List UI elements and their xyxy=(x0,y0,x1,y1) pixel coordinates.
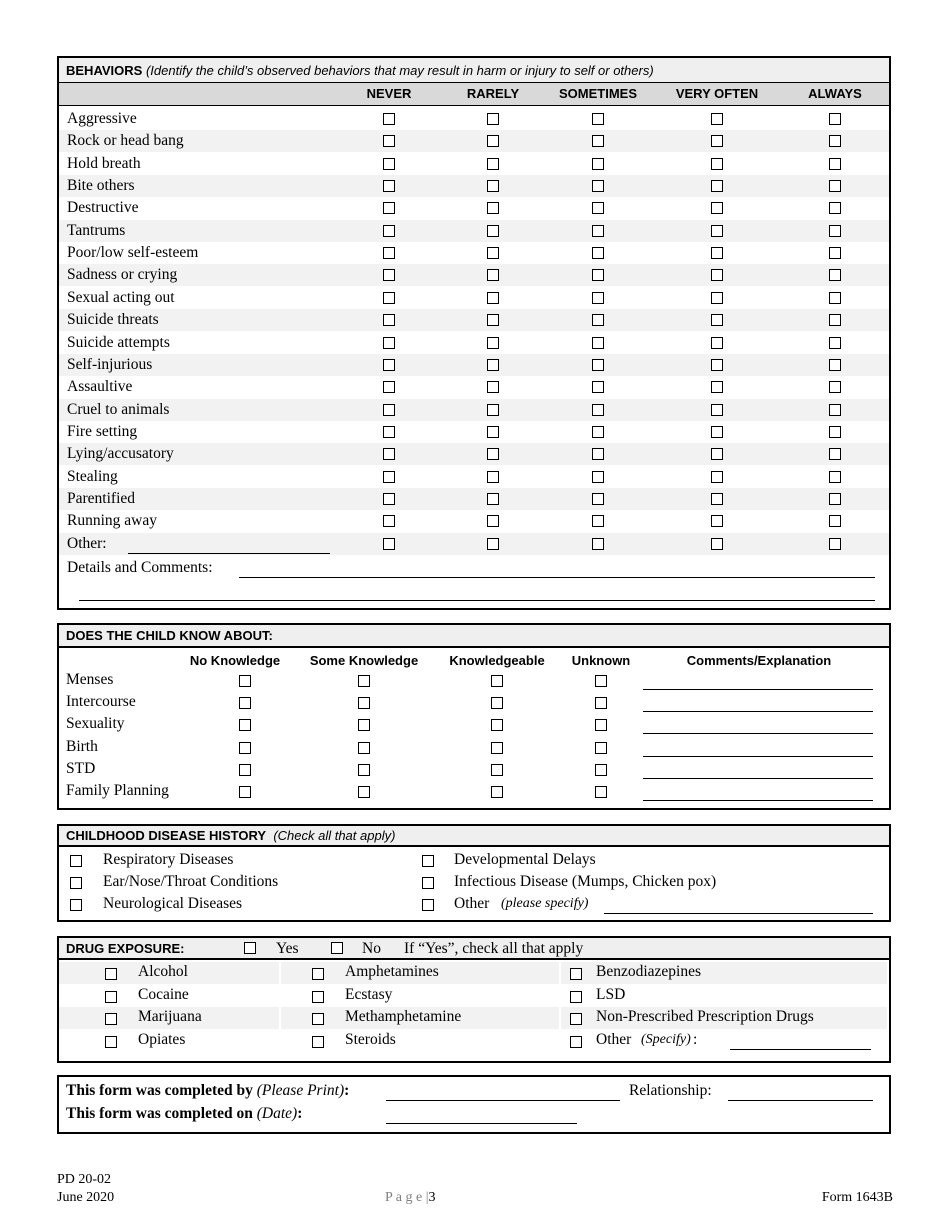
behavior-row xyxy=(59,488,889,510)
disease-header xyxy=(59,826,889,847)
knowledge-comment-line[interactable] xyxy=(643,711,873,712)
behavior-checkbox-rarely[interactable] xyxy=(487,471,499,483)
disease-label: Infectious Disease (Mumps, Chicken pox) xyxy=(454,873,717,891)
knowledge-topic-label: Birth xyxy=(66,737,98,755)
behavior-checkbox-rarely[interactable] xyxy=(487,180,499,192)
behavior-checkbox-always[interactable] xyxy=(829,426,841,438)
behaviors-section xyxy=(57,56,891,610)
behavior-checkbox-always[interactable] xyxy=(829,538,841,550)
behavior-checkbox-very-often[interactable] xyxy=(711,515,723,527)
behavior-checkbox-rarely[interactable] xyxy=(487,269,499,281)
drug-label: Steroids xyxy=(345,1030,396,1048)
behavior-row xyxy=(59,197,889,219)
drug-checkbox[interactable] xyxy=(312,1036,324,1048)
knowledge-checkbox-unknown[interactable] xyxy=(595,675,607,687)
behavior-label: Bite others xyxy=(67,177,135,195)
behavior-checkbox-rarely[interactable] xyxy=(487,225,499,237)
disease-label: Other xyxy=(454,895,490,913)
page-num: 3 xyxy=(428,1190,436,1205)
knowledge-checkbox-knowledgeable[interactable] xyxy=(491,675,503,687)
knowledge-checkbox-knowledgeable[interactable] xyxy=(491,719,503,731)
drug-checkbox[interactable] xyxy=(570,1036,582,1048)
behavior-checkbox-sometimes[interactable] xyxy=(592,113,604,125)
behavior-checkbox-very-often[interactable] xyxy=(711,471,723,483)
behavior-checkbox-never[interactable] xyxy=(383,158,395,170)
behavior-checkbox-sometimes[interactable] xyxy=(592,269,604,281)
behavior-label: Suicide threats xyxy=(67,311,159,329)
behavior-checkbox-very-often[interactable] xyxy=(711,426,723,438)
disease-checkbox[interactable] xyxy=(70,877,82,889)
disease-checkbox[interactable] xyxy=(70,899,82,911)
behavior-checkbox-never[interactable] xyxy=(383,180,395,192)
behavior-checkbox-sometimes[interactable] xyxy=(592,292,604,304)
behavior-checkbox-very-often[interactable] xyxy=(711,493,723,505)
knowledge-checkbox-no-knowledge[interactable] xyxy=(239,764,251,776)
behavior-checkbox-rarely[interactable] xyxy=(487,314,499,326)
knowledge-checkbox-unknown[interactable] xyxy=(595,697,607,709)
drug-other-line[interactable] xyxy=(730,1049,871,1050)
behavior-checkbox-never[interactable] xyxy=(383,202,395,214)
behavior-label: Cruel to animals xyxy=(67,400,170,418)
behavior-checkbox-sometimes[interactable] xyxy=(592,404,604,416)
behavior-checkbox-sometimes[interactable] xyxy=(592,493,604,505)
knowledge-section xyxy=(57,623,891,810)
drug-label: Ecstasy xyxy=(345,985,393,1003)
behavior-checkbox-never[interactable] xyxy=(383,292,395,304)
drug-label: Other xyxy=(596,1030,632,1048)
disease-label: Developmental Delays xyxy=(454,851,596,868)
knowledge-checkbox-knowledgeable[interactable] xyxy=(491,786,503,798)
behavior-checkbox-sometimes[interactable] xyxy=(592,202,604,214)
behavior-row xyxy=(59,443,889,465)
disease-other-hint: (please specify) xyxy=(501,896,589,912)
behavior-checkbox-rarely[interactable] xyxy=(487,538,499,550)
knowledge-checkbox-no-knowledge[interactable] xyxy=(239,742,251,754)
knowledge-topic-label: Menses xyxy=(66,671,114,688)
page-word: P a g e xyxy=(385,1190,423,1205)
behavior-checkbox-never[interactable] xyxy=(383,113,395,125)
behavior-checkbox-always[interactable] xyxy=(829,225,841,237)
drug-label: LSD xyxy=(596,985,626,1003)
col-comments: Comments/Explanation xyxy=(686,653,832,668)
behavior-checkbox-always[interactable] xyxy=(829,381,841,393)
knowledge-topic-label: Family Planning xyxy=(66,782,169,799)
behavior-checkbox-always[interactable] xyxy=(829,337,841,349)
form-number: Form 1643B xyxy=(821,1190,893,1205)
behavior-checkbox-very-often[interactable] xyxy=(711,202,723,214)
disease-label: Ear/Nose/Throat Conditions xyxy=(103,873,279,891)
behavior-checkbox-never[interactable] xyxy=(383,225,395,237)
behavior-checkbox-always[interactable] xyxy=(829,292,841,304)
behavior-label: Lying/accusatory xyxy=(67,445,174,463)
drug-checkbox[interactable] xyxy=(312,1013,324,1025)
drug-title: DRUG EXPOSURE: xyxy=(66,940,185,956)
behavior-checkbox-always[interactable] xyxy=(829,113,841,125)
behavior-label: Self-injurious xyxy=(67,355,153,373)
knowledge-comment-line[interactable] xyxy=(643,778,873,779)
completed-on-colon: : xyxy=(297,1105,303,1122)
disease-subtitle: (Check all that apply) xyxy=(273,828,396,843)
drug-checkbox[interactable] xyxy=(105,1013,117,1025)
disease-checkbox[interactable] xyxy=(422,855,434,867)
behavior-checkbox-always[interactable] xyxy=(829,135,841,147)
behavior-checkbox-never[interactable] xyxy=(383,247,395,259)
knowledge-checkbox-knowledgeable[interactable] xyxy=(491,697,503,709)
col-unknown: Unknown xyxy=(571,653,631,668)
behavior-label: Rock or head bang xyxy=(67,132,184,150)
knowledge-checkbox-some-knowledge[interactable] xyxy=(358,719,370,731)
behavior-checkbox-sometimes[interactable] xyxy=(592,448,604,460)
behavior-label: Running away xyxy=(67,512,157,530)
behavior-checkbox-never[interactable] xyxy=(383,337,395,349)
knowledge-comment-line[interactable] xyxy=(643,689,873,690)
knowledge-checkbox-unknown[interactable] xyxy=(595,786,607,798)
behavior-checkbox-sometimes[interactable] xyxy=(592,337,604,349)
knowledge-checkbox-some-knowledge[interactable] xyxy=(358,742,370,754)
disease-label: Neurological Diseases xyxy=(103,895,243,913)
knowledge-checkbox-some-knowledge[interactable] xyxy=(358,764,370,776)
disease-other-line[interactable] xyxy=(604,913,873,914)
behavior-label: Assaultive xyxy=(67,378,133,396)
behavior-checkbox-never[interactable] xyxy=(383,404,395,416)
behavior-label: Stealing xyxy=(67,467,118,485)
drug-label: Cocaine xyxy=(138,985,189,1003)
behavior-row xyxy=(59,510,889,532)
knowledge-topic-label: STD xyxy=(66,759,96,777)
drug-no-label: No xyxy=(362,940,381,957)
drug-label: Methamphetamine xyxy=(345,1008,462,1025)
behavior-label: Sadness or crying xyxy=(67,266,178,284)
behavior-checkbox-very-often[interactable] xyxy=(711,337,723,349)
details-label: Details and Comments: xyxy=(67,559,213,576)
behavior-checkbox-never[interactable] xyxy=(383,381,395,393)
behavior-checkbox-sometimes[interactable] xyxy=(592,180,604,192)
drug-checkbox[interactable] xyxy=(105,991,117,1003)
behaviors-column-header-row xyxy=(59,83,889,106)
relationship-label: Relationship: xyxy=(629,1082,712,1099)
behavior-checkbox-never[interactable] xyxy=(383,471,395,483)
drug-checkbox[interactable] xyxy=(312,968,324,980)
knowledge-checkbox-knowledgeable[interactable] xyxy=(491,742,503,754)
drug-yes-checkbox[interactable] xyxy=(244,942,256,954)
behaviors-title: BEHAVIORS xyxy=(66,62,143,78)
behavior-checkbox-rarely[interactable] xyxy=(487,337,499,349)
behavior-checkbox-very-often[interactable] xyxy=(711,269,723,281)
behavior-label: Aggressive xyxy=(67,110,137,127)
behavior-checkbox-very-often[interactable] xyxy=(711,180,723,192)
knowledge-comment-line[interactable] xyxy=(643,800,873,801)
knowledge-checkbox-no-knowledge[interactable] xyxy=(239,786,251,798)
behavior-checkbox-sometimes[interactable] xyxy=(592,381,604,393)
behavior-row xyxy=(59,376,889,398)
behavior-checkbox-never[interactable] xyxy=(383,314,395,326)
knowledge-topic-label: Sexuality xyxy=(66,715,125,733)
behavior-checkbox-always[interactable] xyxy=(829,448,841,460)
behavior-checkbox-sometimes[interactable] xyxy=(592,314,604,326)
behavior-checkbox-always[interactable] xyxy=(829,158,841,170)
behavior-checkbox-very-often[interactable] xyxy=(711,314,723,326)
behavior-checkbox-rarely[interactable] xyxy=(487,113,499,125)
relationship-line[interactable] xyxy=(728,1100,873,1101)
knowledge-checkbox-no-knowledge[interactable] xyxy=(239,719,251,731)
behavior-checkbox-always[interactable] xyxy=(829,314,841,326)
completed-by-line[interactable] xyxy=(386,1100,620,1101)
drug-label: Amphetamines xyxy=(345,963,439,980)
behavior-checkbox-always[interactable] xyxy=(829,471,841,483)
completion-section xyxy=(57,1075,891,1134)
behavior-row xyxy=(59,332,889,354)
drug-other-colon: : xyxy=(693,1030,698,1048)
behavior-checkbox-rarely[interactable] xyxy=(487,404,499,416)
other-behavior-line[interactable] xyxy=(128,553,330,554)
drug-header xyxy=(59,938,889,960)
behavior-checkbox-very-often[interactable] xyxy=(711,359,723,371)
behavior-checkbox-never[interactable] xyxy=(383,269,395,281)
completed-on-hint: (Date) xyxy=(256,1105,298,1122)
behavior-row xyxy=(59,287,889,309)
behavior-checkbox-rarely[interactable] xyxy=(487,247,499,259)
completed-on-text: This form was completed on xyxy=(66,1105,253,1122)
behavior-checkbox-very-often[interactable] xyxy=(711,158,723,170)
knowledge-checkbox-some-knowledge[interactable] xyxy=(358,697,370,709)
behavior-checkbox-sometimes[interactable] xyxy=(592,471,604,483)
behavior-checkbox-always[interactable] xyxy=(829,493,841,505)
behavior-label: Parentified xyxy=(67,489,136,507)
behavior-row xyxy=(59,175,889,197)
behavior-checkbox-rarely[interactable] xyxy=(487,292,499,304)
knowledge-checkbox-knowledgeable[interactable] xyxy=(491,764,503,776)
drug-label: Alcohol xyxy=(138,963,188,980)
drug-label: Non-Prescribed Prescription Drugs xyxy=(596,1008,814,1025)
knowledge-title: DOES THE CHILD KNOW ABOUT: xyxy=(66,628,273,643)
behavior-row xyxy=(59,466,889,488)
behavior-label: Tantrums xyxy=(67,221,126,239)
knowledge-checkbox-no-knowledge[interactable] xyxy=(239,697,251,709)
disease-label: Respiratory Diseases xyxy=(103,851,234,868)
behavior-label: Destructive xyxy=(67,199,139,217)
drug-other-hint: (Specify) xyxy=(641,1031,691,1047)
behavior-row xyxy=(59,220,889,242)
behavior-checkbox-never[interactable] xyxy=(383,493,395,505)
col-sometimes: SOMETIMES xyxy=(558,86,638,101)
behavior-checkbox-always[interactable] xyxy=(829,404,841,416)
behavior-row xyxy=(59,399,889,421)
knowledge-checkbox-some-knowledge[interactable] xyxy=(358,675,370,687)
behavior-checkbox-sometimes[interactable] xyxy=(592,515,604,527)
knowledge-comment-line[interactable] xyxy=(643,756,873,757)
behavior-row xyxy=(59,153,889,175)
col-very-often: VERY OFTEN xyxy=(675,86,759,101)
behavior-label: Hold breath xyxy=(67,154,141,172)
drug-checkbox[interactable] xyxy=(105,1036,117,1048)
behavior-checkbox-very-often[interactable] xyxy=(711,247,723,259)
behavior-checkbox-rarely[interactable] xyxy=(487,426,499,438)
drug-label: Opiates xyxy=(138,1030,186,1048)
col-knowledgeable: Knowledgeable xyxy=(449,653,545,668)
col-never: NEVER xyxy=(366,86,412,101)
completed-by-hint: (Please Print) xyxy=(256,1082,345,1099)
disease-checkbox[interactable] xyxy=(70,855,82,867)
behavior-row xyxy=(59,354,889,376)
knowledge-checkbox-unknown[interactable] xyxy=(595,742,607,754)
behavior-checkbox-never[interactable] xyxy=(383,515,395,527)
behavior-checkbox-sometimes[interactable] xyxy=(592,158,604,170)
behavior-label: Other: xyxy=(67,534,107,552)
completed-on-line[interactable] xyxy=(386,1123,577,1124)
behavior-checkbox-very-often[interactable] xyxy=(711,381,723,393)
behavior-checkbox-always[interactable] xyxy=(829,247,841,259)
behavior-checkbox-always[interactable] xyxy=(829,359,841,371)
knowledge-topic-label: Intercourse xyxy=(66,693,136,711)
behavior-checkbox-sometimes[interactable] xyxy=(592,135,604,147)
details-line-1[interactable] xyxy=(239,577,875,578)
behavior-checkbox-very-often[interactable] xyxy=(711,538,723,550)
drug-section xyxy=(57,936,891,1063)
disease-checkbox[interactable] xyxy=(422,899,434,911)
drug-instruction: If “Yes”, check all that apply xyxy=(404,940,584,957)
behavior-checkbox-sometimes[interactable] xyxy=(592,359,604,371)
behavior-checkbox-never[interactable] xyxy=(383,426,395,438)
behavior-row xyxy=(59,309,889,331)
behavior-checkbox-always[interactable] xyxy=(829,269,841,281)
behavior-checkbox-rarely[interactable] xyxy=(487,135,499,147)
behavior-checkbox-never[interactable] xyxy=(383,538,395,550)
knowledge-checkbox-unknown[interactable] xyxy=(595,764,607,776)
behavior-checkbox-never[interactable] xyxy=(383,359,395,371)
behavior-checkbox-rarely[interactable] xyxy=(487,381,499,393)
behavior-checkbox-very-often[interactable] xyxy=(711,448,723,460)
disease-title: CHILDHOOD DISEASE HISTORY xyxy=(66,828,267,843)
drug-checkbox[interactable] xyxy=(570,968,582,980)
knowledge-header xyxy=(59,625,889,648)
behavior-checkbox-always[interactable] xyxy=(829,515,841,527)
drug-checkbox[interactable] xyxy=(312,991,324,1003)
behavior-checkbox-always[interactable] xyxy=(829,180,841,192)
behavior-label: Suicide attempts xyxy=(67,333,170,351)
behaviors-header xyxy=(59,58,889,83)
behavior-checkbox-rarely[interactable] xyxy=(487,359,499,371)
behavior-checkbox-rarely[interactable] xyxy=(487,202,499,214)
page-sep: | xyxy=(425,1190,429,1205)
drug-label: Benzodiazepines xyxy=(596,963,702,980)
drug-checkbox[interactable] xyxy=(570,991,582,1003)
drug-checkbox[interactable] xyxy=(570,1013,582,1025)
drug-label: Marijuana xyxy=(138,1008,202,1025)
knowledge-comment-line[interactable] xyxy=(643,733,873,734)
behavior-checkbox-very-often[interactable] xyxy=(711,113,723,125)
behavior-label: Poor/low self-esteem xyxy=(67,244,199,262)
knowledge-checkbox-some-knowledge[interactable] xyxy=(358,786,370,798)
behavior-row xyxy=(59,421,889,443)
completed-by-colon: : xyxy=(344,1082,350,1099)
knowledge-checkbox-no-knowledge[interactable] xyxy=(239,675,251,687)
disease-checkbox[interactable] xyxy=(422,877,434,889)
col-rarely: RARELY xyxy=(466,86,520,101)
behavior-checkbox-very-often[interactable] xyxy=(711,404,723,416)
behavior-row xyxy=(59,108,889,130)
behavior-checkbox-rarely[interactable] xyxy=(487,448,499,460)
behavior-row xyxy=(59,130,889,152)
behavior-checkbox-sometimes[interactable] xyxy=(592,426,604,438)
drug-no-checkbox[interactable] xyxy=(331,942,343,954)
completed-by-text: This form was completed by xyxy=(66,1082,253,1099)
behavior-checkbox-sometimes[interactable] xyxy=(592,247,604,259)
behavior-checkbox-rarely[interactable] xyxy=(487,515,499,527)
behavior-row xyxy=(59,242,889,264)
behaviors-subtitle: (Identify the child’s observed behaviors that may result in harm or injury to self or others) xyxy=(145,62,654,78)
behavior-checkbox-very-often[interactable] xyxy=(711,225,723,237)
completed-by-label xyxy=(66,1082,349,1100)
behavior-row xyxy=(59,533,889,555)
knowledge-checkbox-unknown[interactable] xyxy=(595,719,607,731)
behavior-checkbox-always[interactable] xyxy=(829,202,841,214)
page-number xyxy=(385,1190,436,1206)
behavior-checkbox-sometimes[interactable] xyxy=(592,225,604,237)
col-always: ALWAYS xyxy=(808,86,862,101)
behavior-label: Fire setting xyxy=(67,422,138,440)
drug-checkbox[interactable] xyxy=(105,968,117,980)
behavior-row xyxy=(59,264,889,286)
behavior-checkbox-never[interactable] xyxy=(383,448,395,460)
behavior-checkbox-very-often[interactable] xyxy=(711,292,723,304)
form-code: PD 20-02 xyxy=(57,1172,112,1187)
completed-on-label xyxy=(66,1105,302,1123)
col-no-knowledge: No Knowledge xyxy=(189,653,281,668)
col-some-knowledge: Some Knowledge xyxy=(309,653,419,668)
behavior-checkbox-very-often[interactable] xyxy=(711,135,723,147)
form-date: June 2020 xyxy=(57,1190,115,1205)
behavior-checkbox-sometimes[interactable] xyxy=(592,538,604,550)
behavior-label: Sexual acting out xyxy=(67,288,175,306)
behavior-checkbox-rarely[interactable] xyxy=(487,158,499,170)
details-line-2[interactable] xyxy=(79,600,875,601)
behavior-checkbox-rarely[interactable] xyxy=(487,493,499,505)
behavior-checkbox-never[interactable] xyxy=(383,135,395,147)
disease-section xyxy=(57,824,891,922)
drug-yes-label: Yes xyxy=(276,940,299,957)
